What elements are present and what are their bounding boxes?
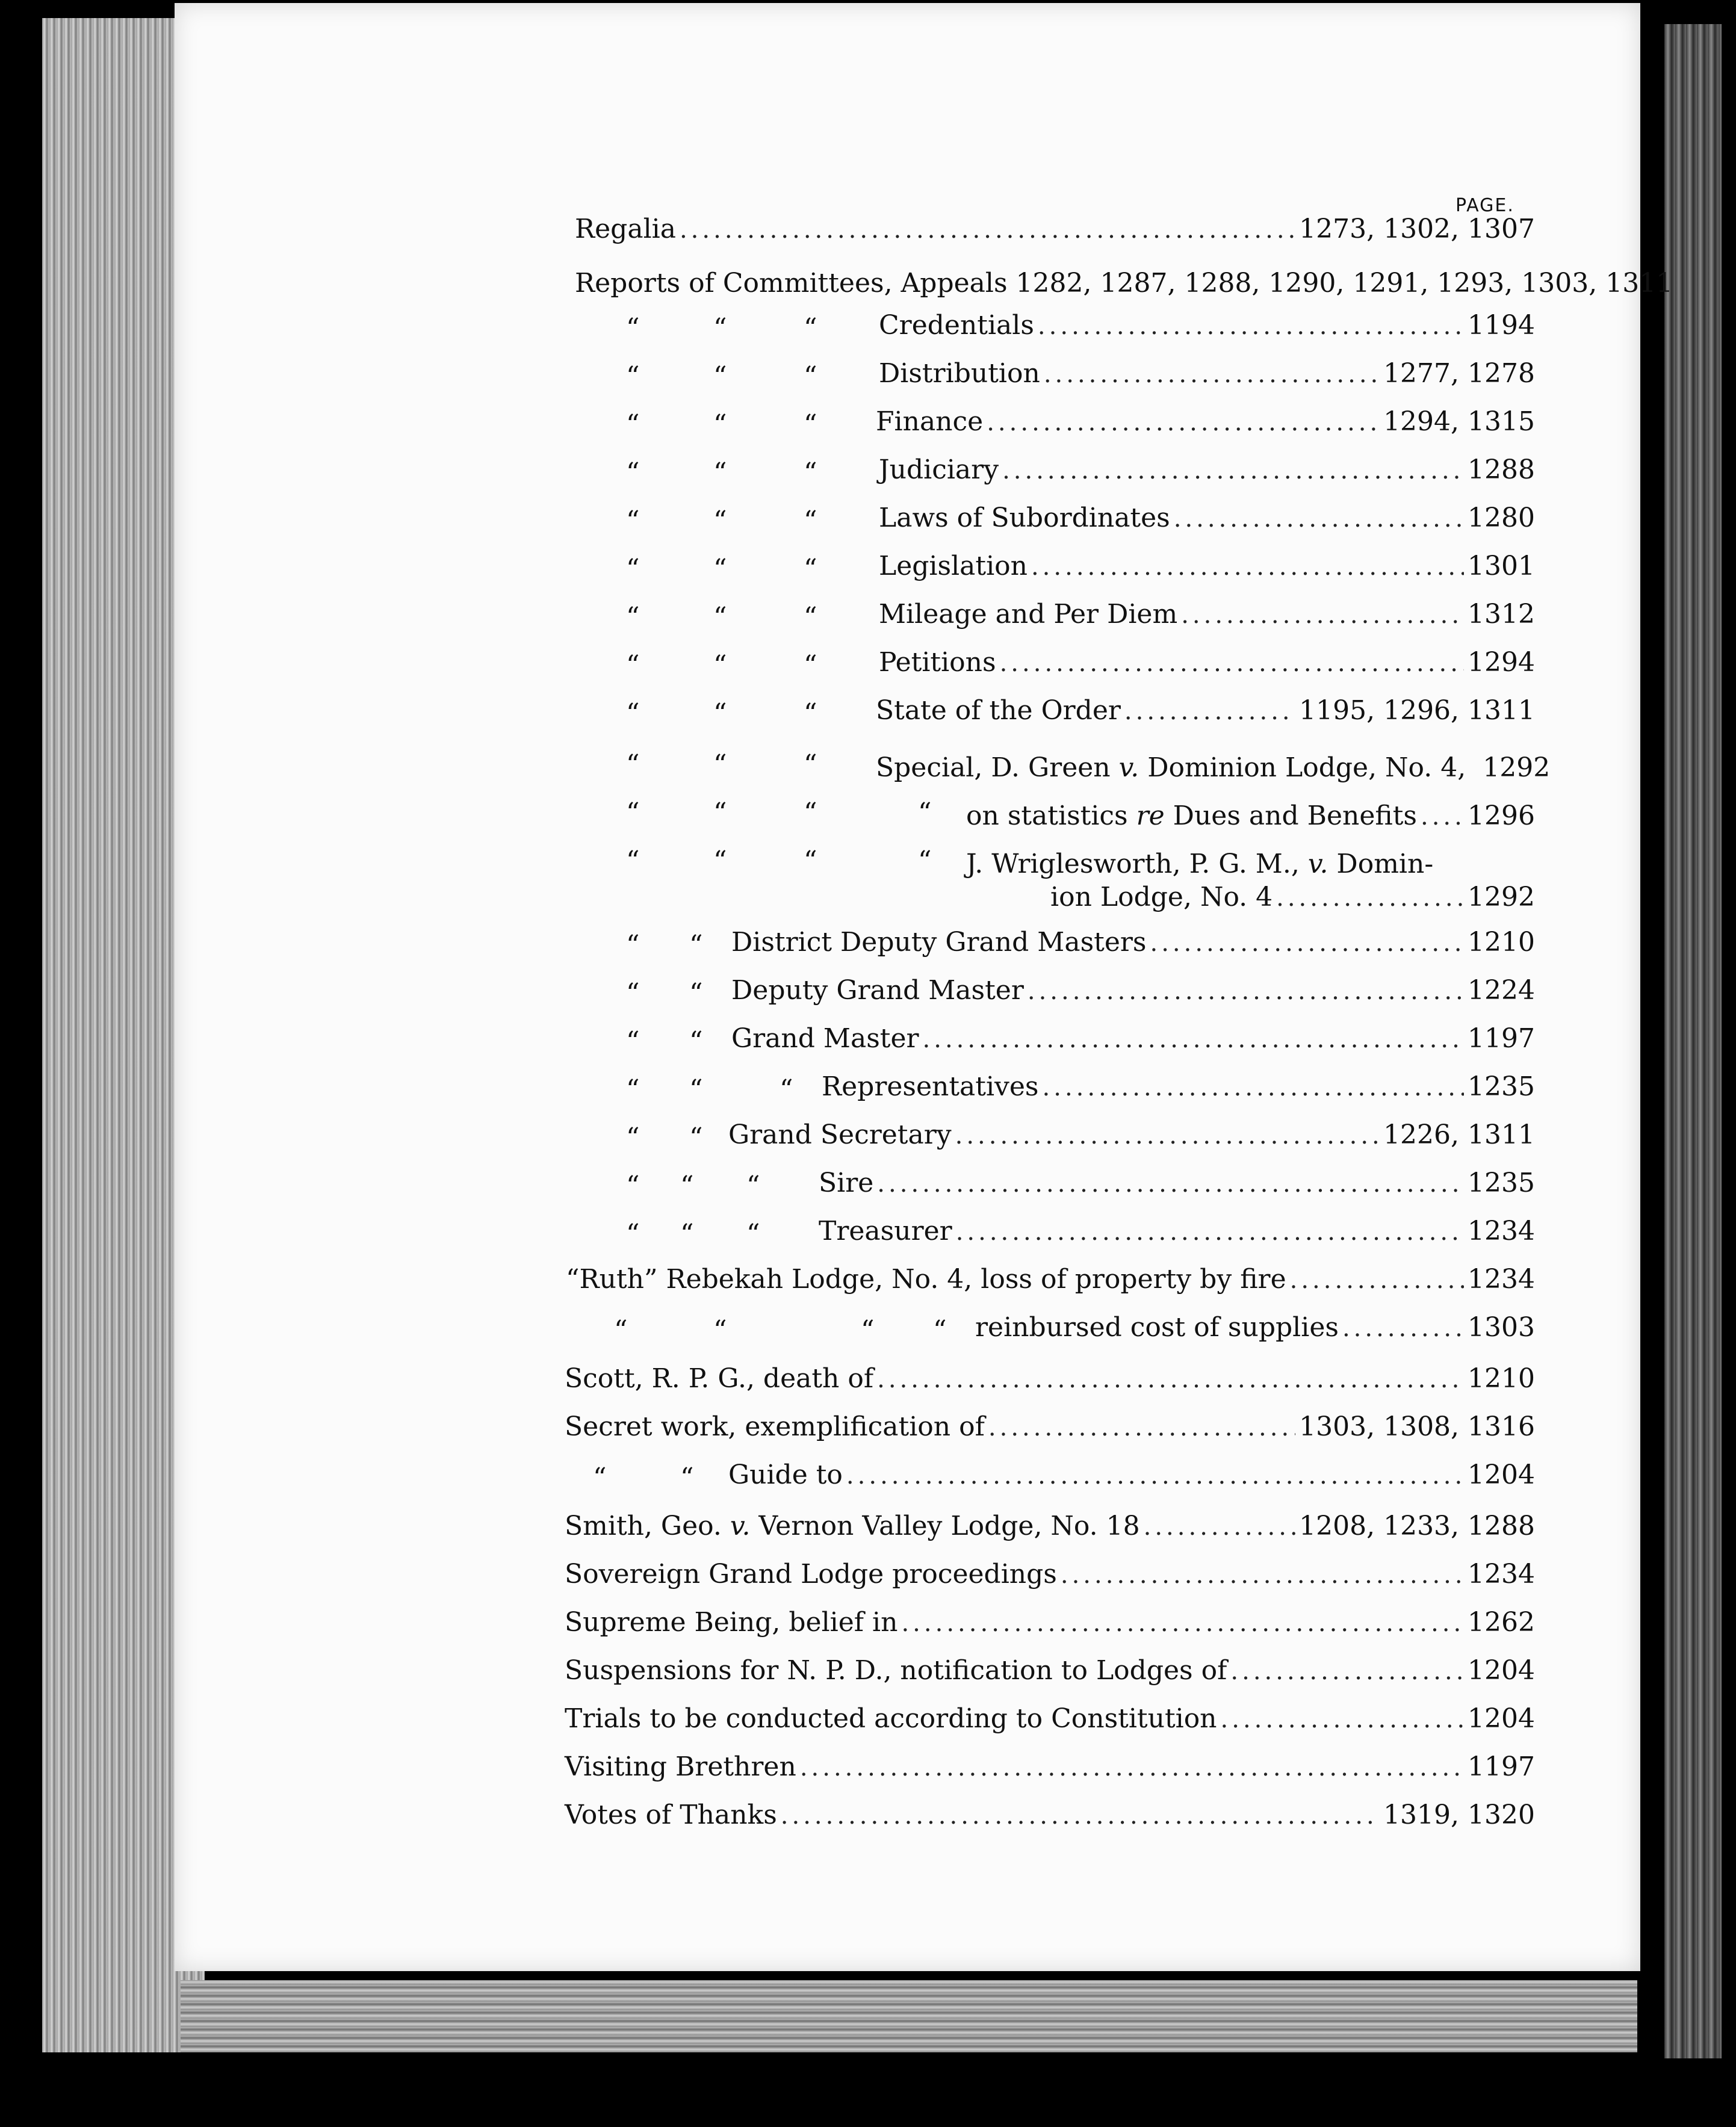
entry-label-italic: v. — [730, 1511, 751, 1541]
entry-pages: 1226, 1311 — [1383, 1119, 1535, 1150]
index-entry — [1050, 882, 1535, 924]
leader-dots — [1044, 361, 1380, 388]
entry-label: Sovereign Grand Lodge proceedings — [565, 1559, 1057, 1590]
leader-dots — [923, 1026, 1464, 1053]
leader-dots — [680, 216, 1295, 244]
ditto-mark: “ — [933, 1315, 947, 1346]
entry-pages: 1303 — [1468, 1312, 1535, 1343]
leader-dots — [1150, 929, 1464, 957]
entry-label: Supreme Being, belief in — [565, 1607, 898, 1638]
entry-label: Guide to — [728, 1460, 843, 1490]
entry-label: Credentials — [879, 310, 1034, 341]
entry-label: State of the Order — [876, 695, 1121, 726]
book-page-edges-bottom — [181, 1980, 1637, 2052]
ditto-mark: “ — [804, 602, 817, 633]
entry-pages: 1208, 1233, 1288 — [1299, 1511, 1535, 1541]
entry-label-italic: v. — [1118, 752, 1139, 783]
leader-dots — [1031, 553, 1464, 581]
entry-label-rest: Dominion Lodge, No. 4, — [1139, 752, 1466, 783]
ditto-mark: “ — [680, 1171, 694, 1201]
entry-label-start: on statistics — [966, 800, 1136, 831]
entry-label: Distribution — [879, 358, 1040, 389]
entry-pages: 1303, 1308, 1316 — [1299, 1411, 1535, 1442]
ditto-mark: “ — [626, 650, 640, 681]
leader-dots — [1002, 457, 1464, 485]
index-entry — [879, 599, 1535, 641]
leader-dots — [1028, 977, 1464, 1005]
entry-pages: 1294 — [1468, 647, 1535, 678]
ditto-mark: “ — [689, 930, 703, 961]
entry-label — [966, 800, 1417, 831]
ditto-mark: “ — [614, 1315, 628, 1346]
ditto-mark: “ — [626, 1219, 640, 1249]
ditto-mark: “ — [626, 1171, 640, 1201]
leader-dots — [956, 1218, 1464, 1246]
ditto-mark: “ — [713, 846, 727, 876]
entry-label: Suspensions for N. P. D., notification to Lodges of — [565, 1655, 1227, 1686]
entry-label: Grand Master — [731, 1023, 919, 1054]
leader-dots — [1276, 884, 1464, 912]
page-column-label: PAGE. — [1455, 195, 1514, 216]
leader-dots — [1421, 803, 1464, 831]
entry-pages: 1277, 1278 — [1383, 358, 1535, 389]
index-entry — [728, 1460, 1535, 1502]
entry-pages: 1197 — [1468, 1023, 1535, 1054]
index-entry — [565, 1655, 1535, 1697]
entry-pages: 1204 — [1468, 1460, 1535, 1490]
index-entry — [575, 268, 1673, 299]
entry-label: Regalia — [575, 214, 676, 244]
ditto-mark: “ — [689, 978, 703, 1009]
ditto-mark: “ — [713, 313, 727, 344]
entry-label-start: Smith, Geo. — [565, 1511, 730, 1541]
entry-label: District Deputy Grand Masters — [731, 927, 1147, 958]
leader-dots — [987, 409, 1380, 436]
leader-dots — [988, 1414, 1295, 1441]
index-entry — [565, 1411, 1535, 1454]
index-entry — [819, 1168, 1535, 1210]
ditto-mark: “ — [804, 749, 817, 780]
entry-pages: 1204 — [1468, 1655, 1535, 1686]
ditto-mark: “ — [626, 749, 640, 780]
index-entry — [575, 214, 1535, 256]
index-entry — [819, 1216, 1535, 1258]
index-entry — [879, 310, 1535, 352]
ditto-mark: “ — [713, 457, 727, 488]
ditto-mark: “ — [626, 1074, 640, 1105]
ditto-mark: “ — [626, 506, 640, 536]
entry-pages: 1280 — [1468, 503, 1535, 533]
entry-pages: 1262 — [1468, 1607, 1535, 1638]
entry-label: J. Wriglesworth, P. G. M., — [966, 849, 1308, 879]
entry-label: Visiting Brethren — [565, 1751, 796, 1782]
index-entry — [879, 503, 1535, 545]
entry-pages: 1195, 1296, 1311 — [1299, 695, 1535, 726]
index-entry — [966, 849, 1433, 879]
ditto-mark: “ — [804, 846, 817, 876]
leader-dots — [1230, 1658, 1464, 1685]
leader-dots — [1144, 1513, 1296, 1541]
ditto-mark: “ — [626, 698, 640, 729]
leader-dots — [781, 1802, 1380, 1830]
leader-dots — [877, 1366, 1464, 1393]
entry-label: Trials to be conducted according to Constitution — [565, 1703, 1217, 1734]
entry-label: Grand Secretary — [728, 1119, 952, 1150]
entry-label — [565, 1511, 1140, 1541]
entry-pages: 1294, 1315 — [1383, 406, 1535, 437]
leader-dots — [1174, 505, 1464, 533]
ditto-mark: “ — [918, 797, 932, 828]
entry-label: Sire — [819, 1168, 874, 1198]
entry-label-rest: Domin- — [1328, 849, 1434, 879]
ditto-mark: “ — [713, 602, 727, 633]
ditto-mark: “ — [626, 457, 640, 488]
ditto-mark: “ — [713, 361, 727, 392]
leader-dots — [1124, 698, 1295, 725]
ditto-mark: “ — [713, 554, 727, 584]
ditto-mark: “ — [713, 797, 727, 828]
entry-label-rest: Dues and Benefits — [1164, 800, 1417, 831]
leader-dots — [1038, 312, 1464, 340]
entry-pages: 1234 — [1468, 1264, 1535, 1295]
entry-pages: 1301 — [1468, 551, 1535, 581]
entry-pages: 1224 — [1468, 975, 1535, 1006]
ditto-mark: “ — [626, 930, 640, 961]
ditto-mark: “ — [804, 650, 817, 681]
index-entry — [731, 975, 1535, 1017]
ditto-mark: “ — [593, 1463, 607, 1493]
index-entry — [731, 1023, 1535, 1065]
leader-dots — [1061, 1561, 1464, 1589]
entry-pages: 1234 — [1468, 1559, 1535, 1590]
entry-label-rest: Vernon Valley Lodge, No. 18 — [750, 1511, 1140, 1541]
entry-label: Scott, R. P. G., death of — [565, 1363, 874, 1394]
leader-dots — [877, 1170, 1464, 1198]
entry-pages: 1292 — [1483, 752, 1551, 783]
entry-pages: 1312 — [1468, 599, 1535, 630]
ditto-mark: “ — [689, 1026, 703, 1057]
index-entry — [565, 1511, 1535, 1553]
index-entry — [975, 1312, 1535, 1354]
entry-label: Treasurer — [819, 1216, 952, 1246]
ditto-mark: “ — [861, 1315, 875, 1346]
entry-label: Mileage and Per Diem — [879, 599, 1178, 630]
ditto-mark: “ — [626, 1122, 640, 1153]
ditto-mark: “ — [626, 554, 640, 584]
ditto-mark: “ — [918, 846, 932, 876]
ditto-mark: “ — [626, 978, 640, 1009]
index-entry — [822, 1071, 1535, 1113]
ditto-mark: “ — [689, 1122, 703, 1153]
ditto-mark: “ — [804, 457, 817, 488]
ditto-mark: “ — [804, 409, 817, 440]
entry-label: Finance — [876, 406, 984, 437]
ditto-mark: “ — [713, 698, 727, 729]
entry-pages: 1288 — [1468, 454, 1535, 485]
ditto-mark: “ — [626, 846, 640, 876]
entry-pages: 1319, 1320 — [1383, 1800, 1535, 1830]
ditto-mark: “ — [626, 409, 640, 440]
ditto-mark: “ — [713, 650, 727, 681]
entry-pages: 1210 — [1468, 1363, 1535, 1394]
index-entry — [565, 1751, 1535, 1794]
leader-dots — [846, 1462, 1464, 1490]
leader-dots — [1342, 1314, 1464, 1342]
entry-label: Secret work, exemplification of — [565, 1411, 985, 1442]
ditto-mark: “ — [804, 313, 817, 344]
leader-dots — [1181, 601, 1464, 629]
ditto-mark: “ — [746, 1171, 760, 1201]
entry-label: Reports of Committees, Appeals 1282, 1287, 1288, 1290, 1291, 1293, 1303, 1311 — [575, 268, 1673, 299]
leader-dots — [901, 1609, 1464, 1637]
ditto-mark: “ — [804, 554, 817, 584]
entry-label: ion Lodge, No. 4 — [1050, 882, 1273, 912]
ditto-mark: “ — [713, 749, 727, 780]
leader-dots — [1000, 649, 1464, 677]
entry-label: Deputy Grand Master — [731, 975, 1024, 1006]
index-entry — [876, 406, 1535, 448]
entry-label: “Ruth” Rebekah Lodge, No. 4, loss of property by fire — [566, 1264, 1286, 1295]
ditto-mark: “ — [713, 409, 727, 440]
index-entry — [565, 1363, 1535, 1405]
ditto-mark: “ — [626, 361, 640, 392]
ditto-mark: “ — [804, 797, 817, 828]
entry-label: Petitions — [879, 647, 996, 678]
entry-label: Legislation — [879, 551, 1028, 581]
ditto-mark: “ — [680, 1219, 694, 1249]
entry-pages: 1194 — [1468, 310, 1535, 341]
index-entry — [879, 358, 1535, 400]
entry-pages: 1234 — [1468, 1216, 1535, 1246]
entry-pages: 1235 — [1468, 1071, 1535, 1102]
ditto-mark: “ — [626, 1026, 640, 1057]
entry-pages: 1204 — [1468, 1703, 1535, 1734]
leader-dots — [800, 1754, 1464, 1782]
index-entry — [565, 1607, 1535, 1649]
entry-label: Votes of Thanks — [565, 1800, 777, 1830]
index-entry — [966, 800, 1535, 843]
index-entry — [565, 1559, 1535, 1601]
index-entry — [879, 647, 1535, 689]
book-page-edges-right — [1664, 24, 1722, 2058]
index-entry — [565, 1800, 1535, 1842]
index-entry — [566, 1264, 1535, 1306]
entry-label: Judiciary — [879, 454, 999, 485]
index-entry — [731, 927, 1535, 969]
entry-pages: 1235 — [1468, 1168, 1535, 1198]
entry-pages: 1292 — [1468, 882, 1535, 912]
leader-dots — [1290, 1266, 1464, 1294]
leader-dots — [1043, 1074, 1465, 1101]
ditto-mark: “ — [689, 1074, 703, 1105]
ditto-mark: “ — [626, 797, 640, 828]
index-entry — [728, 1119, 1535, 1162]
leader-dots — [955, 1122, 1380, 1150]
entry-pages: 1197 — [1468, 1751, 1535, 1782]
entry-label: reinbursed cost of supplies — [975, 1312, 1339, 1343]
entry-pages: 1210 — [1468, 927, 1535, 958]
entry-label-italic: re — [1136, 800, 1165, 831]
ditto-mark: “ — [713, 506, 727, 536]
leader-dots — [1221, 1706, 1464, 1733]
ditto-mark: “ — [626, 602, 640, 633]
ditto-mark: “ — [804, 698, 817, 729]
entry-pages: 1296 — [1468, 800, 1535, 831]
entry-label-italic: v. — [1307, 849, 1328, 879]
ditto-mark: “ — [804, 506, 817, 536]
entry-label: Laws of Subordinates — [879, 503, 1170, 533]
ditto-mark: “ — [746, 1219, 760, 1249]
index-entry — [876, 752, 1550, 783]
entry-pages: 1273, 1302, 1307 — [1299, 214, 1535, 244]
index-entry — [879, 454, 1535, 497]
index-entry — [879, 551, 1535, 593]
index-entry — [565, 1703, 1535, 1745]
index-entry — [876, 695, 1535, 737]
ditto-mark: “ — [780, 1074, 793, 1105]
ditto-mark: “ — [680, 1463, 694, 1493]
entry-label: Special, D. Green — [876, 752, 1119, 783]
ditto-mark: “ — [713, 1315, 727, 1346]
ditto-mark: “ — [626, 313, 640, 344]
ditto-mark: “ — [804, 361, 817, 392]
entry-label: Representatives — [822, 1071, 1039, 1102]
